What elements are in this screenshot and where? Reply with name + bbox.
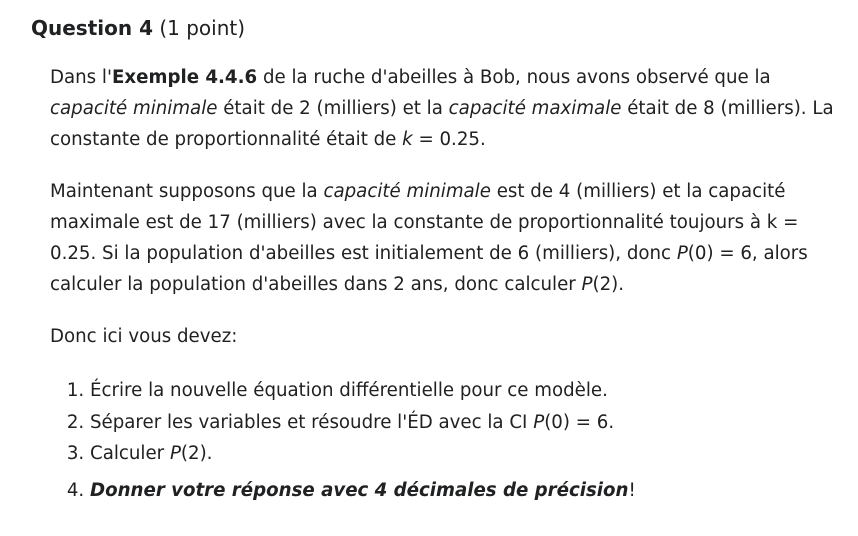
- text-span: = 0.25.: [412, 129, 486, 150]
- question-title: Question 4: [31, 16, 153, 40]
- step-item: [90, 407, 850, 439]
- step-text: !: [628, 479, 636, 501]
- steps-list: [50, 375, 850, 506]
- text-span: de la ruche d'abeilles à Bob, nous avons observé que la: [257, 67, 771, 88]
- text-span: est de 4 (milliers) et la capacité maximale est de 17 (milliers) avec la constante de proportionnalité toujours à k = 0.25. Si la population d'abeilles est initialement de 6 (milliers), donc: [50, 181, 799, 264]
- example-reference: Exemple 4.4.6: [112, 67, 258, 88]
- emphasis-capacite-maximale: capacité maximale: [448, 98, 622, 119]
- step-text: (0) = 6.: [544, 411, 615, 433]
- question-paragraph-2: [50, 176, 850, 300]
- step-text: Écrire la nouvelle équation différentielle pour ce modèle.: [90, 380, 608, 401]
- emphasis-capacite-minimale: capacité minimale: [50, 98, 218, 119]
- text-span: Maintenant supposons que la: [50, 181, 324, 202]
- step-text: Calculer: [90, 443, 170, 464]
- step-item: [90, 438, 850, 470]
- step-item: [90, 375, 850, 407]
- variable-p: P: [676, 243, 688, 264]
- emphasis-capacite-minimale: capacité minimale: [323, 181, 491, 202]
- step-item: [90, 475, 850, 507]
- text-span: Dans l': [50, 67, 112, 88]
- question-points: (1 point): [159, 16, 246, 40]
- variable-k: k: [402, 129, 413, 150]
- step-emphasis: Donner votre réponse avec 4 décimales de précision: [90, 479, 629, 501]
- variable-p: P: [169, 443, 181, 464]
- text-span: (0) = 6, alors calculer la population d'abeilles dans 2 ans, donc calculer: [50, 243, 808, 295]
- question-body: [50, 62, 850, 506]
- variable-p: P: [533, 411, 545, 433]
- question-paragraph-3: Donc ici vous devez:: [50, 326, 238, 347]
- variable-p: P: [581, 274, 593, 295]
- text-span: était de 8 (milliers). La constante de proportionnalité était de: [50, 98, 834, 150]
- question-header: [31, 14, 245, 42]
- step-text: (2).: [180, 443, 213, 464]
- question-paragraph-1: [50, 62, 850, 155]
- step-text: Séparer les variables et résoudre l'ÉD avec la CI: [90, 411, 534, 433]
- text-span: (2).: [592, 274, 625, 295]
- text-span: était de 2 (milliers) et la: [217, 98, 449, 119]
